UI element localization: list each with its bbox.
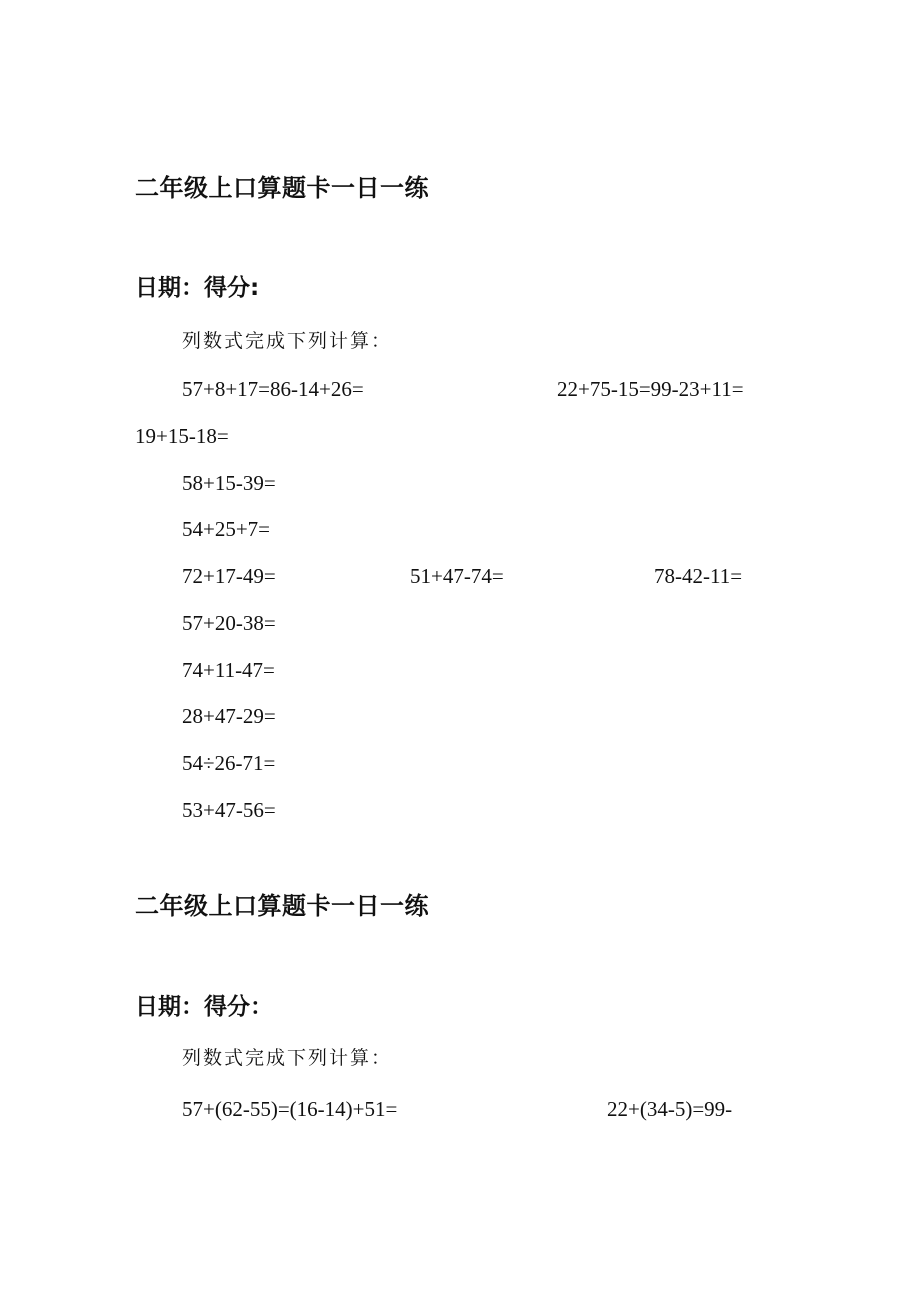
problem-6: 72+17-49= — [182, 564, 276, 588]
date-score-line: 日期：得分: — [135, 275, 260, 301]
problem-2: 22+75-15=99-23+11= — [557, 377, 744, 401]
problem-8: 78-42-11= — [654, 564, 743, 588]
problem-9: 57+20-38= — [182, 611, 276, 635]
problem-3: 19+15-18= — [135, 424, 229, 448]
problem-2-2: 22+(34-5)=99- — [607, 1097, 733, 1121]
problem-11: 28+47-29= — [182, 704, 276, 728]
problem-5: 54+25+7= — [182, 517, 271, 541]
problem-12: 54÷26-71= — [182, 751, 276, 775]
worksheet-title-2: 二年级上口算题卡一日一练 — [135, 892, 429, 920]
problem-4: 58+15-39= — [182, 471, 276, 495]
worksheet-title: 二年级上口算题卡一日一练 — [135, 174, 429, 202]
problem-1: 57+8+17=86-14+26= — [182, 377, 364, 401]
instruction-text: 列数式完成下列计算： — [182, 330, 393, 352]
problem-2-1: 57+(62-55)=(16-14)+51= — [182, 1097, 398, 1121]
problem-7: 51+47-74= — [410, 564, 504, 588]
instruction-text-2: 列数式完成下列计算： — [182, 1047, 393, 1069]
problem-13: 53+47-56= — [182, 798, 276, 822]
date-score-line-2: 日期：得分： — [135, 994, 273, 1020]
problem-10: 74+11-47= — [182, 658, 275, 682]
